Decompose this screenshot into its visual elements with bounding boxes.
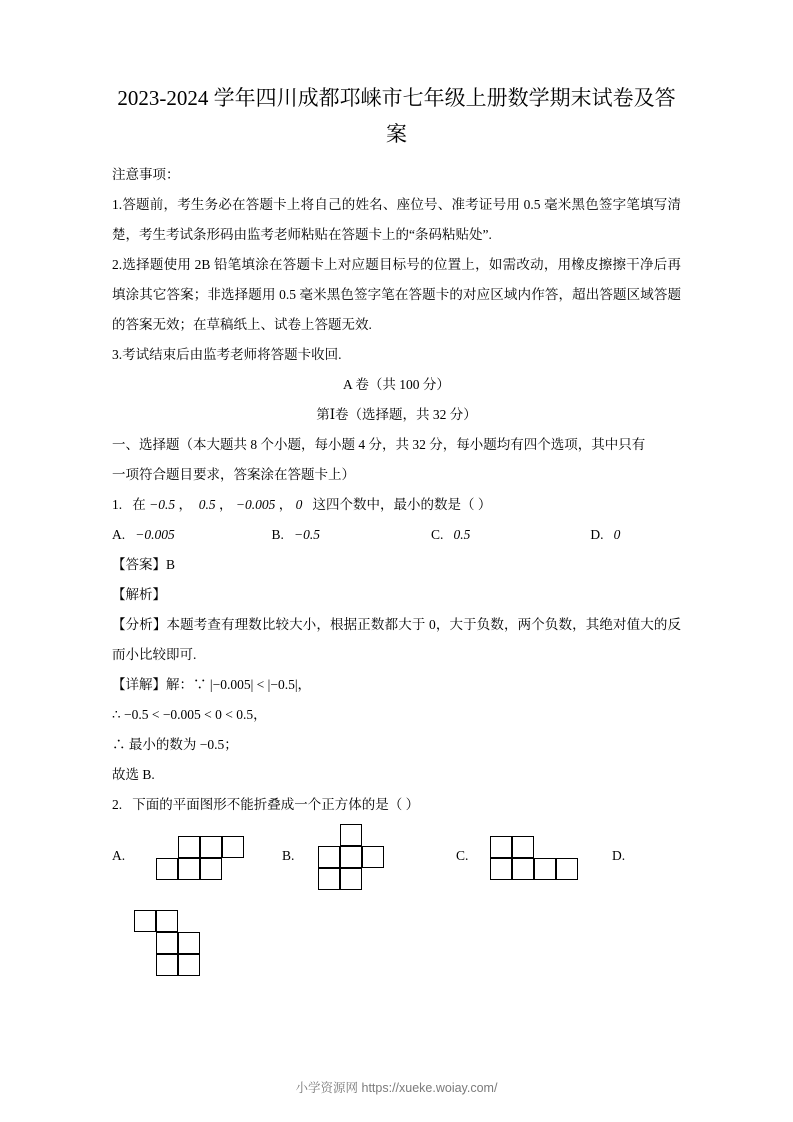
- question-1-option-d[interactable]: [590, 520, 681, 550]
- answer-label: 【答案】: [112, 557, 166, 572]
- net-cell: [156, 932, 178, 954]
- net-cell: [490, 836, 512, 858]
- net-cell: [340, 846, 362, 868]
- net-cell: [178, 836, 200, 858]
- notice-item-1: 1.答题前，考生务必在答题卡上将自己的姓名、座位号、准考证号用 0.5 毫米黑色签字笔填写清楚，考生考试条形码由监考老师粘贴在答题卡上的“条码粘贴处”.: [112, 197, 681, 242]
- question-1-value-4: 0: [295, 497, 303, 512]
- question-2-option-a-label[interactable]: A.: [112, 848, 126, 863]
- option-a-label: A.: [112, 527, 126, 542]
- notice-item-3: 3.考试结束后由监考老师将答题卡收回.: [112, 347, 342, 362]
- question-1-detail-line-1: [112, 670, 681, 700]
- question-1-value-2: 0.5: [198, 497, 216, 512]
- question-1-stem: 1. 在 −0.5 ， 0.5 ， −0.005 ， 0 这四个数中，最小的数是（ ）: [112, 497, 492, 512]
- option-b-label: B.: [271, 527, 284, 542]
- question-1-detail-line-4: 故选 B.: [112, 767, 155, 782]
- net-cell: [178, 858, 200, 880]
- option-c-label: C.: [430, 527, 444, 542]
- net-cell: [318, 868, 340, 890]
- section-a-heading: A 卷（共 100 分）: [343, 377, 450, 392]
- option-d-value: 0: [613, 527, 621, 542]
- analysis-text: 本题考查有理数比较大小，根据正数都大于 0，大于负数，两个负数，其绝对值大的反而小比较即可.: [112, 617, 682, 662]
- net-cell: [178, 932, 200, 954]
- net-cell: [362, 846, 384, 868]
- question-1-option-a[interactable]: [112, 520, 271, 550]
- page-title: 2023-2024 学年四川成都邛崃市七年级上册数学期末试卷及答案: [117, 86, 676, 146]
- question-2-option-c-label[interactable]: C.: [456, 848, 469, 863]
- question-1-value-3: −0.005: [235, 497, 276, 512]
- detail-text-1: 解：∵ |−0.005| < |−0.5|，: [166, 677, 312, 692]
- net-cell: [340, 868, 362, 890]
- option-a-value: −0.005: [135, 527, 175, 542]
- part-one-heading-line1: 一、选择题（本大题共 8 个小题，每小题 4 分，共 32 分，每小题均有四个选项，其中只有: [112, 437, 646, 452]
- question-1-options: [112, 520, 681, 550]
- question-2-option-b-label[interactable]: B.: [282, 848, 295, 863]
- net-cell: [134, 910, 156, 932]
- question-1-value-1: −0.5: [149, 497, 176, 512]
- net-cell: [512, 836, 534, 858]
- net-cell: [222, 836, 244, 858]
- net-cell: [556, 858, 578, 880]
- net-cell: [200, 836, 222, 858]
- detail-label: 【详解】: [112, 677, 166, 692]
- question-1-detail-line-2: ∴ −0.5 < −0.005 < 0 < 0.5，: [112, 707, 267, 722]
- net-cell: [340, 824, 362, 846]
- option-b-value: −0.5: [293, 527, 320, 542]
- option-d-label: D.: [590, 527, 604, 542]
- question-2-option-d-label[interactable]: D.: [612, 848, 626, 863]
- net-cell: [512, 858, 534, 880]
- question-2-stem-text: 下面的平面图形不能折叠成一个正方体的是（ ）: [132, 797, 420, 812]
- question-1-stem-prefix: 在: [132, 497, 146, 512]
- net-cell: [156, 910, 178, 932]
- question-1-analysis-label: 【解析】: [112, 587, 166, 602]
- net-cell: [490, 858, 512, 880]
- question-1-number: 1.: [112, 497, 123, 512]
- option-c-value: 0.5: [453, 527, 471, 542]
- net-cell: [156, 858, 178, 880]
- net-cell: [318, 846, 340, 868]
- net-cell: [156, 954, 178, 976]
- question-1-option-c[interactable]: [431, 520, 590, 550]
- question-2-figures: [112, 824, 681, 974]
- net-cell: [200, 858, 222, 880]
- question-1-option-b[interactable]: [271, 520, 430, 550]
- question-2-stem: [112, 790, 681, 820]
- notice-heading: 注意事项：: [112, 167, 180, 182]
- answer-value: B: [166, 557, 176, 572]
- question-1-detail-line-3: ∴ 最小的数为 −0.5；: [112, 737, 238, 752]
- net-cell: [178, 954, 200, 976]
- section-juan1-heading: 第Ⅰ卷（选择题，共 32 分）: [316, 407, 477, 422]
- part-one-heading-line2: 一项符合题目要求，答案涂在答题卡上）: [112, 467, 355, 482]
- question-1-analysis: [112, 610, 681, 670]
- notice-item-2: 2.选择题使用 2B 铅笔填涂在答题卡上对应题目标号的位置上，如需改动，用橡皮擦擦干净后再填涂其它答案；非选择题用 0.5 毫米黑色签字笔在答题卡的对应区域内作答，超出答题区域答题的答案无效；在草稿纸上、试卷上答题无效.: [112, 257, 681, 332]
- question-1-answer: [112, 550, 681, 580]
- analysis-title: 【分析】: [112, 617, 167, 632]
- net-cell: [534, 858, 556, 880]
- question-1-stem-suffix: 这四个数中，最小的数是（ ）: [312, 497, 492, 512]
- question-2-number: 2.: [112, 797, 123, 812]
- watermark-footer: 小学资源网 https://xueke.woiay.com/: [295, 1081, 498, 1095]
